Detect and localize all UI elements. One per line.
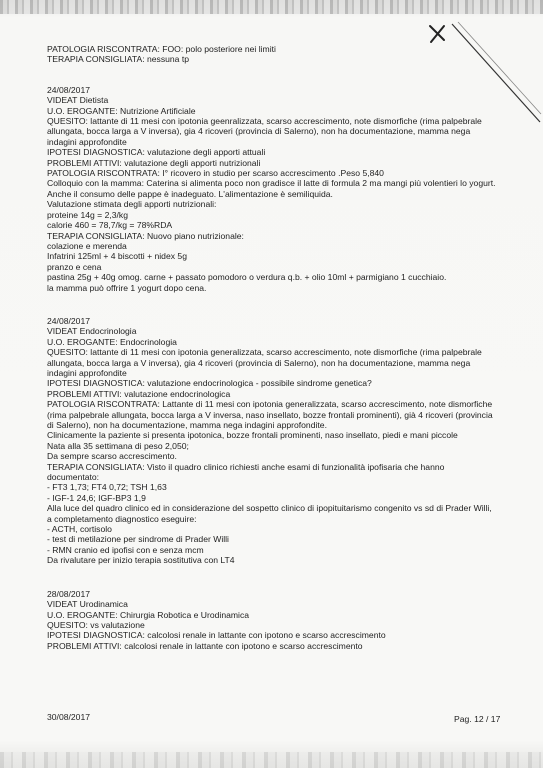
- text-line: Anche il consumo delle pappe è inadeguato. L'alimentazione è semiliquida.: [47, 188, 333, 199]
- footer-date: 30/08/2017: [47, 712, 91, 722]
- text-line: QUESITO: lattante di 11 mesi con ipotonia geenralizzata, scarso accrescimento, note dismorfiche (rima palpebrale: [47, 116, 482, 127]
- text-line: PATOLOGIA RISCONTRATA: Lattante di 11 mesi con ipotonia generalizzata, scarso accrescimento, note dismorfiche: [47, 399, 493, 410]
- scan-edge-top: [0, 0, 543, 14]
- text-line: 24/08/2017: [47, 84, 91, 95]
- text-line: TERAPIA CONSIGLIATA: nessuna tp: [47, 54, 190, 65]
- text-line: - FT3 1,73; FT4 0,72; TSH 1,63: [47, 482, 167, 493]
- text-line: U.O. EROGANTE: Nutrizione Artificiale: [47, 105, 196, 116]
- section-endocrinologia: [47, 316, 517, 566]
- text-line: - IGF-1 24,6; IGF-BP3 1,9: [47, 492, 146, 503]
- text-line: - ACTH, cortisolo: [47, 524, 112, 535]
- text-line: QUESITO: vs valutazione: [47, 619, 145, 630]
- text-line: TERAPIA CONSIGLIATA: Visto il quadro clinico richiesti anche esami di funzionalità ipofisaria che hanno: [47, 461, 445, 472]
- text-line: documentato:: [47, 472, 100, 483]
- text-line: VIDEAT Dietista: [47, 95, 109, 106]
- text-line: Da sempre scarso accrescimento.: [47, 451, 177, 462]
- scan-edge-bottom: [0, 752, 543, 768]
- text-line: Valutazione stimata degli apporti nutrizionali:: [47, 199, 217, 210]
- text-line: PROBLEMI ATTIVI: valutazione endocrinologica: [47, 388, 231, 399]
- text-line: IPOTESI DIAGNOSTICA: calcolosi renale in lattante con ipotono e scarso accrescimento: [47, 630, 386, 641]
- text-line: Infatrini 125ml + 4 biscotti + nidex 5g: [47, 251, 187, 262]
- text-line: allungata, bocca larga a V inversa), gia 4 ricoveri (provincia di Salerno), non ha documentazione, mamma nega: [47, 126, 471, 137]
- text-line: indagini approfondite: [47, 367, 127, 378]
- text-line: (rima palpebrale allungata, bocca larga a V inversa, naso insellato, bozze frontali prominenti), già 4 ricoveri (provincia: [47, 409, 493, 420]
- text-line: calorie 460 = 78,7/kg = 78%RDA: [47, 220, 173, 231]
- text-line: PATOLOGIA RISCONTRATA: I° ricovero in studio per scarso accrescimento .Peso 5,840: [47, 168, 384, 179]
- text-line: 28/08/2017: [47, 588, 91, 599]
- text-line: allungata, bocca larga a V inversa), gia 4 ricoveri (provincia di Salerno), non ha documentazione, mamma nega: [47, 357, 471, 368]
- text-line: - test di metilazione per sindrome di Prader Willi: [47, 534, 229, 545]
- text-line: Da rivalutare per inizio terapia sostitutiva con LT4: [47, 555, 235, 566]
- text-line: a completamento diagnostico eseguire:: [47, 513, 197, 524]
- text-line: Colloquio con la mamma: Caterina si alimenta poco non gradisce il latte di formula 2 ma mangi più volentieri lo yogurt.: [47, 178, 496, 189]
- text-line: U.O. EROGANTE: Endocrinologia: [47, 336, 177, 347]
- section-fundus-result: [47, 44, 517, 65]
- text-line: PROBLEMI ATTIVI: valutazione degli apporti nutrizionali: [47, 157, 261, 168]
- document-body: [47, 44, 517, 651]
- text-line: indagini approfondite: [47, 136, 127, 147]
- text-line: la mamma può offrire 1 yogurt dopo cena.: [47, 282, 207, 293]
- text-line: di Salerno), non ha documentazione, mamma nega indagini approfondite.: [47, 420, 327, 430]
- text-line: 24/08/2017: [47, 315, 91, 326]
- text-line: - RMN cranio ed ipofisi con e senza mcm: [47, 544, 204, 555]
- text-line: U.O. EROGANTE: Chirurgia Robotica e Urodinamica: [47, 609, 250, 620]
- text-line: Nata alla 35 settimana di peso 2,050;: [47, 440, 189, 451]
- section-urodinamica: [47, 589, 517, 651]
- text-line: PATOLOGIA RISCONTRATA: FOO: polo posteriore nei limiti: [47, 44, 276, 54]
- page-number: Pag. 12 / 17: [454, 714, 501, 724]
- text-line: TERAPIA CONSIGLIATA: Nuovo piano nutrizionale:: [47, 230, 244, 241]
- text-line: IPOTESI DIAGNOSTICA: valutazione endocrinologica - possibile sindrome genetica?: [47, 378, 372, 389]
- text-line: Alla luce del quadro clinico ed in considerazione del sospetto clinico di ipopituitarismo congenito vs sd di Prader Willi,: [47, 503, 492, 514]
- text-line: VIDEAT Endocrinologia: [47, 326, 137, 337]
- text-line: IPOTESI DIAGNOSTICA: valutazione degli apporti attuali: [47, 147, 266, 158]
- section-dietista: [47, 85, 517, 293]
- text-line: pranzo e cena: [47, 261, 102, 272]
- text-line: QUESITO: lattante di 11 mesi con ipotonia generalizzata, scarso accrescimento, note dismorfiche (rima palpebrale: [47, 347, 482, 358]
- text-line: VIDEAT Urodinamica: [47, 599, 128, 610]
- text-line: colazione e merenda: [47, 240, 127, 251]
- text-line: PROBLEMI ATTIVI: calcolosi renale in lattante con ipotono e scarso accrescimento: [47, 640, 363, 651]
- text-line: pastina 25g + 40g omog. carne + passato pomodoro o verdura q.b. + olio 10ml + parmigiano 1 cucchiaio.: [47, 272, 447, 283]
- text-line: Clinicamente la paziente si presenta ipotonica, bozze frontali prominenti, naso insellato, piedi e mani piccole: [47, 430, 458, 441]
- text-line: proteine 14g = 2,3/kg: [47, 209, 128, 220]
